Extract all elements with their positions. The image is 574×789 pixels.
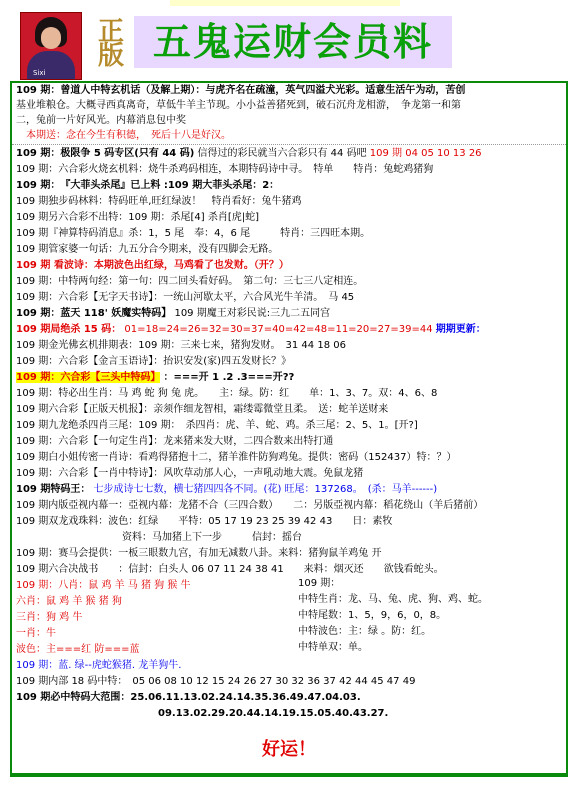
text-line: 109 期六合彩【正版天机报】：亲须作细龙智相，霜缕霉微堂且柔。 送：蛇羊送财来 [16,404,389,415]
summary-line: 中特尾数：1、5，9，6，0，8。 [298,610,447,621]
text-line: 109 期：赛马会提供：一板三眼数九宫，有加无减数八卦。来料：猪狗鼠羊鸡兔 开 [16,548,382,559]
text-line: 109 期：六合彩【一肖中特诗】：风吹草动邡人心，一声吼动地大震。免鼠龙猪 [16,468,364,479]
text-line: 109 期内版亞视内幕一：亞视内幕：龙猪不合（三四合数） 二：另版亞视内幕：稻花绕山（羊后猪前） [16,500,484,511]
text-line: 109 期：蓝. 绿--虎蛇猴猪. 龙羊狗牛. [16,660,182,671]
text-line: 109 期必中特码大范围：25.06.11.13.02.24.14.35.36.49.47.04.03. [16,692,361,703]
brand-mark-text: 正版 [98,17,125,71]
text-segment: 109 期局绝杀 15 码： [16,324,122,335]
text-segment: 109 期：蓝天 118' 妖魔实特码】 [16,308,172,319]
text-line: 109 期管家婆一句话：九五分合今期来，没有四脚会无路。 [16,244,279,255]
summary-line: 109 期： [298,578,341,589]
top-decoration [170,0,400,6]
text-line: 本期送：念在今生有积德， 死后十八是好汉。 [26,130,231,141]
text-segment: 109 期：极限争 5 码专区(只有 44 码) [16,148,195,159]
text-line: 109 期：六合彩【无字天书诗】：一统山河歇太平，六合风光牛羊清。 马 45 [16,292,355,303]
divider [12,144,566,145]
brand-mark [90,17,126,71]
bottom-bar [10,773,566,776]
text-segment: 七步成诗七七数，横七猪四四各不同。(花) 旺尾：137268。 (杀：马羊------) [93,484,438,495]
text-segment: 期期更新： [435,324,486,335]
text-segment: ：===开 1 .2 .3===开?? [163,372,295,383]
text-line: 09.13.02.29.20.44.14.19.15.05.40.43.27. [158,708,389,719]
text-line: 一肖：牛 [16,628,56,639]
summary-line: 中特单双：单。 [298,642,368,653]
content-panel [10,81,568,777]
text-line: 六肖：鼠 鸡 羊 猴 猪 狗 [16,596,122,607]
text-line: 109 期：特必出生肖：马 鸡 蛇 狗 兔 虎。 主：绿。防：红 单：1、3、7。双：4、6、8 [16,388,438,399]
text-line: 二，兔前一片好风光。内幕消息包中奖 [16,115,186,126]
text-line: 基业堆粮仓。大概寻西真离奇，草低牛羊主节现。小小益善猪死到，破石沉舟龙相游， 争龙第一和第 [16,100,461,111]
text-segment: 01=18=24=26=32=30=37=40=42=48=11=20=27=39=44 [124,324,433,335]
summary-line: 中特生肖：龙、马、兔、虎、狗、鸡、蛇。 [298,594,488,605]
text-line: 109 期：中特两句经：第一句：四二回头看好码。 第二句：三七三八定相连。 [16,276,364,287]
text-line: 109 期 看波诗：本期波色出红绿，马鸡看了也发财。（开？） [16,260,289,271]
photo-face [41,27,61,49]
text-segment: 109 期：六合彩【三头中特码】 [16,372,161,383]
text-line: 109 期：六合彩【金言玉语诗】：抬识安发(家)四五发财长？》 [16,356,292,367]
text-segment: 109 期特码王： [16,484,91,495]
avatar-photo [20,12,82,80]
text-line: 109 期九龙绝杀四肖三尾：109 期： 杀四肖：虎、羊、蛇、鸡。杀三尾：2、5、1。[开?] [16,420,418,431]
text-line: 109 期双龙戏珠料：波色：红绿 平特：05 17 19 23 25 39 42 43 日：素牧 [16,516,393,527]
text-line: 109 期：六合彩【一句定生肖】：龙来猪来发大财，二四合数来出特打通 [16,436,334,447]
text-line: 109 期：曾道人中特玄机话（及解上期）：与虎齐名在疏潼，英气四溢犬光彩。适意生活午为动，苦创 [16,85,466,96]
text-line: 109 期六合决战书 ：信封：白头人 06 07 11 24 38 41 来料：烟灭还 欲钱看蛇头。 [16,564,444,575]
text-segment: 109 期 04 05 10 13 26 [369,148,482,159]
footer-greeting: 好运！ [262,739,316,760]
header [10,8,562,80]
text-line: 109 期： 『大菲头杀尾』已上料 :109 期大菲头杀尾：2： [16,180,280,191]
page-title: 五鬼运财会员料 [152,20,433,64]
text-line: 109 期金光佛玄机排期表：109 期：三来七来，猪狗发财。 31 44 18 06 [16,340,346,351]
text-line: 109 期独步码林料：特码旺单,旺红绿波！ 特肖看好：兔牛猪鸡 [16,196,302,207]
text-line: 109 期：六合彩火烧玄机料：烧牛杀鸡码相连，本期特码诗中寻。 特单 特肖：兔蛇鸡猪狗 [16,164,434,175]
text-line: 三肖：狗 鸡 牛 [16,612,83,623]
text-segment: 信得过的彩民就当六合彩只有 44 码吧 [197,148,367,159]
text-line: 109 期：八肖：鼠 鸡 羊 马 猪 狗 猴 牛 [16,580,191,591]
title-banner [134,16,452,68]
text-line: 109 期内部 18 码中特： 05 06 08 10 12 15 24 26 27 30 32 36 37 42 44 45 47 49 [16,676,416,687]
photo-watermark: Sixi [33,69,46,77]
text-line: 波色：主===红 防===蓝 [16,644,140,655]
text-line: 资料：马加猪上下一步 信封：摇台 [122,532,302,543]
text-line: 109 期『神算特码消息』杀：1，5 尾 奉：4，6 尾 特肖：三四旺本期。 [16,228,371,239]
text-segment: 109 期魔王对彩民说:三九二五同宫 [174,308,331,319]
text-line: 109 期白小姐传密一肖诗：看鸡得猪抱十二，猪羊淮件防狗鸡兔。提供：密码（152437）特：？） [16,452,457,463]
text-line: 109 期另六合彩不出特：109 期：杀尾[4] 杀肖[虎|蛇] [16,212,260,223]
summary-line: 中特波色：主：绿 。防：红。 [298,626,432,637]
